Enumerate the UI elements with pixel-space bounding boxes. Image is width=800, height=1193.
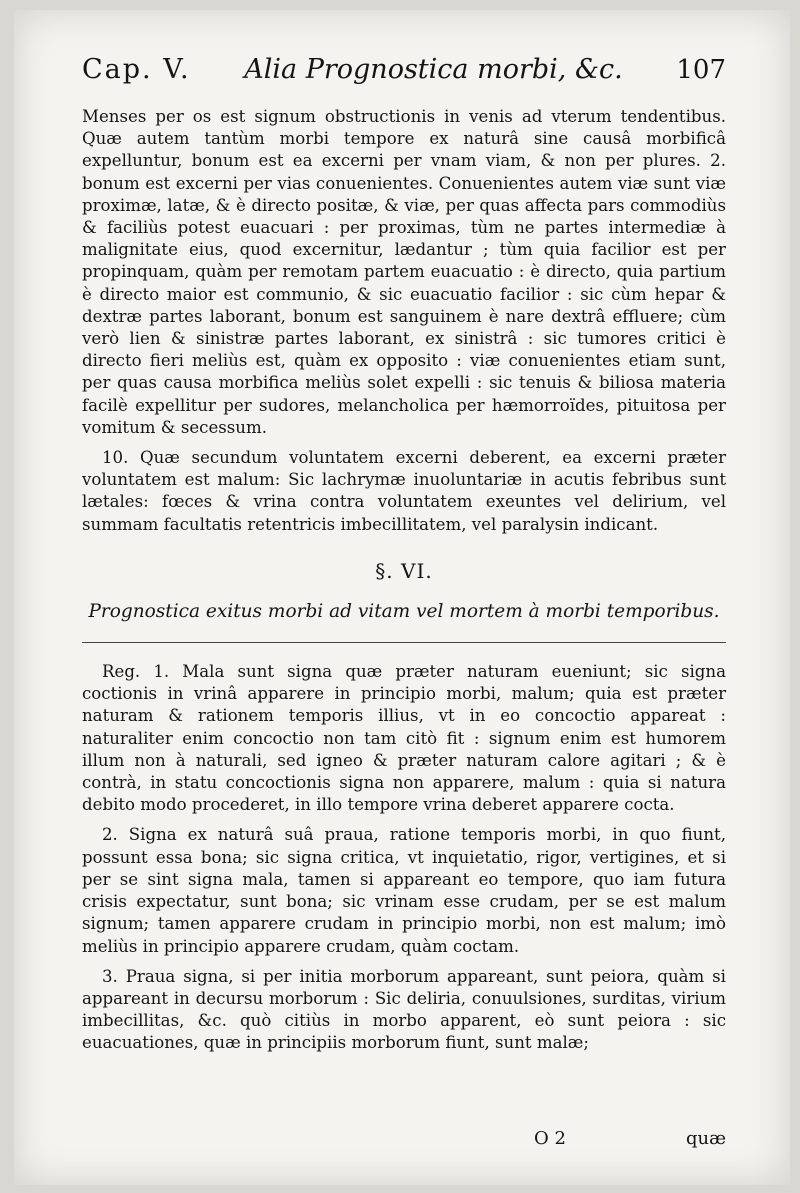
section-heading: Prognostica exitus morbi ad vitam vel mortem à morbi temporibus. (88, 601, 720, 623)
chapter-title: Alia Prognostica morbi, &c. (244, 54, 623, 85)
body-paragraph: 2. Signa ex naturâ suâ praua, ratione temporis morbi, in quo fiunt, possunt essa bona; sic signa critica, vt inquietatio, rigor, vertigines, et si per se sint signa mala, tamen si appareant eo tempore, quo iam futura crisis expectatur, sunt bona; sic vrinam esse crudam, per se est malum signum; tamen apparere crudam in principio morbi, non est malum; imò meliùs in principio apparere crudam, quàm coctam. (82, 825, 726, 956)
catchword: quæ (685, 1128, 726, 1149)
chapter-label: Cap. V. (82, 54, 191, 85)
book-page (14, 10, 790, 1185)
body-paragraph: Reg. 1. Mala sunt signa quæ præter naturam eueniunt; sic signa coctionis in vrinâ apparere in principio morbi, malum; quia est præter naturam & rationem temporis illius, vt in eo concoctio appareat : naturaliter enim concoctio non tam citò fit : signum enim est humorem illum non à naturali, sed igneo & præter naturam calore agitari ; & è contrà, in statu concoctionis signa non apparere, malum : quia si natura debito modo procederet, in illo tempore vrina deberet apparere cocta. (82, 662, 726, 815)
body-paragraph: 3. Praua signa, si per initia morborum appareant, sunt peiora, quàm si appareant in decursu morborum : Sic deliria, conuulsiones, surditas, virium imbecillitas, &c. quò citiùs in morbo apparent, eò sunt peiora : sic euacuationes, quæ in principiis morborum fiunt, sunt malæ; (82, 966, 726, 1053)
page-footer (82, 1128, 726, 1149)
page-number: 107 (676, 55, 726, 85)
divider (82, 642, 726, 643)
section-mark: §. VI. (375, 558, 433, 583)
page-body (82, 106, 726, 1055)
body-paragraph: 10. Quæ secundum voluntatem excerni deberent, ea excerni præter voluntatem est malum: Sic lachrymæ inuoluntariæ in acutis febribus sunt lætales: fœces & vrina contra voluntatem exeuntes vel delirium, vel summam facultatis retentricis imbecillitatem, vel paralysin indicant. (82, 448, 726, 534)
running-header (82, 54, 726, 104)
signature-mark: O 2 (534, 1128, 566, 1149)
body-paragraph: Menses per os est signum obstructionis in venis ad vterum tendentibus. Quæ autem tantùm morbi tempore ex naturâ sine causâ morbificâ expelluntur, bonum est ea excerni per vnam viam, & non per plures. 2. bonum est excerni per vias conuenientes. Conuenientes autem viæ sunt viæ proximæ, latæ, & è directo positæ, & viæ, per quas affecta pars commodiùs & faciliùs potest euacuari : per proximas, tùm ne partes intermediæ à malignitate eius, quod excernitur, lædantur ; tùm quia facilior est per propinquam, quàm per remotam partem euacuatio : è directo, quia partium è directo maior est communio, & sic euacuatio facilior : sic cùm hepar & dextræ partes laborant, bonum est sanguinem è nare dextrâ effluere; cùm verò lien & sinistræ partes laborant, ex sinistrâ : sic tumores critici è directo fieri meliùs est, quàm ex opposito : viæ conuenientes etiam sunt, per quas causa morbifica meliùs solet expelli : sic tenuis & biliosa materia facilè expellitur per sudores, melancholica per hæmorroïdes, pituitosa per vomitum & secessum. (82, 107, 726, 437)
